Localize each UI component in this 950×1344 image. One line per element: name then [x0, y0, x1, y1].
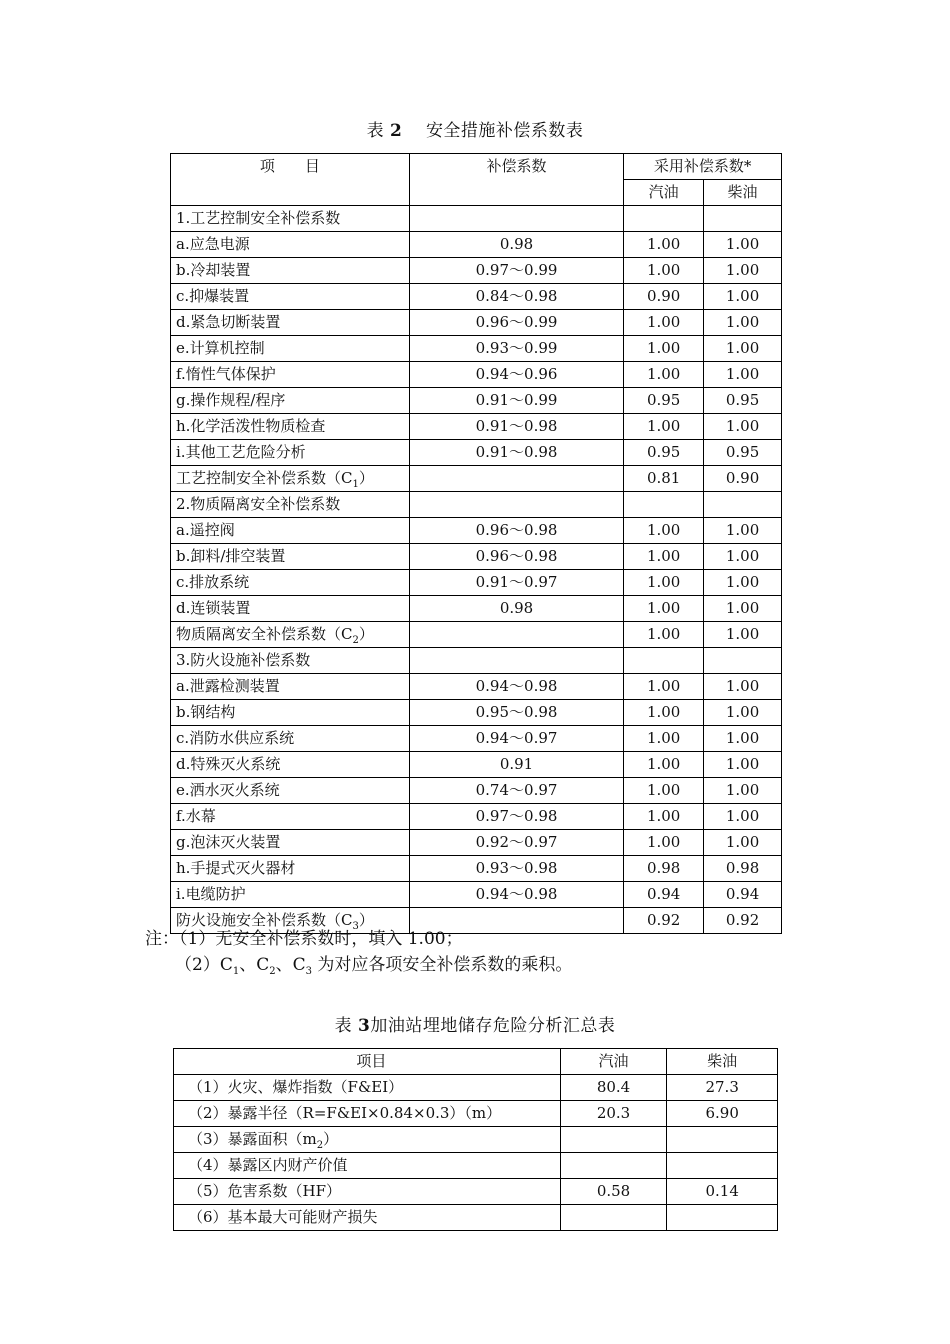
gasoline-cell: 20.3 [560, 1101, 667, 1127]
item-cell [171, 284, 410, 310]
item-subscript: 2 [352, 635, 359, 646]
diesel-cell: 1.00 [704, 544, 782, 570]
note2-sep1: 、C [239, 955, 270, 975]
gasoline-cell [624, 492, 704, 518]
coef-cell: 0.97～0.99 [409, 258, 623, 284]
item-cell [171, 310, 410, 336]
item-cell [171, 882, 410, 908]
coef-cell: 0.97～0.98 [409, 804, 623, 830]
gasoline-cell: 1.00 [624, 778, 704, 804]
coef-cell: 0.93～0.99 [409, 336, 623, 362]
table-row [171, 830, 782, 856]
gasoline-cell: 0.81 [624, 466, 704, 492]
gasoline-cell: 0.92 [624, 908, 704, 934]
item-cell [171, 232, 410, 258]
item-cell [171, 492, 410, 518]
diesel-cell: 1.00 [704, 362, 782, 388]
header-diesel: 柴油 [667, 1049, 778, 1075]
note-2 [175, 950, 572, 975]
note2-rest: 为对应各项安全补偿系数的乘积。 [311, 955, 573, 975]
header-gasoline: 汽油 [560, 1049, 667, 1075]
table-row [174, 1127, 778, 1153]
table-row [171, 518, 782, 544]
table-row [171, 726, 782, 752]
gasoline-cell: 1.00 [624, 830, 704, 856]
gasoline-cell [624, 648, 704, 674]
gasoline-cell: 80.4 [560, 1075, 667, 1101]
table-row [174, 1075, 778, 1101]
item-label: （3）暴露面积（m [188, 1130, 317, 1148]
table-row [171, 206, 782, 232]
item-cell [171, 258, 410, 284]
table-row [171, 284, 782, 310]
diesel-cell [667, 1153, 778, 1179]
item-label: 1.工艺控制安全补偿系数 [176, 209, 341, 227]
item-label: c.排放系统 [176, 573, 250, 591]
gasoline-cell: 1.00 [624, 414, 704, 440]
table-row [171, 362, 782, 388]
coef-cell [409, 492, 623, 518]
table-row [174, 1179, 778, 1205]
table-header-row [174, 1049, 778, 1075]
table-row [171, 336, 782, 362]
table-row [171, 544, 782, 570]
item-label: b.冷却装置 [176, 261, 251, 279]
diesel-cell: 1.00 [704, 726, 782, 752]
gasoline-cell: 0.98 [624, 856, 704, 882]
diesel-cell [667, 1205, 778, 1231]
item-cell [171, 570, 410, 596]
item-subscript: 1 [352, 479, 359, 490]
diesel-cell: 1.00 [704, 518, 782, 544]
coef-cell: 0.94～0.96 [409, 362, 623, 388]
diesel-cell: 0.90 [704, 466, 782, 492]
gasoline-cell: 1.00 [624, 700, 704, 726]
diesel-cell: 0.95 [704, 440, 782, 466]
gasoline-cell [560, 1127, 667, 1153]
diesel-cell [704, 648, 782, 674]
diesel-cell: 1.00 [704, 232, 782, 258]
coef-cell: 0.95～0.98 [409, 700, 623, 726]
gasoline-cell: 1.00 [624, 258, 704, 284]
item-cell [171, 700, 410, 726]
item-label: a.遥控阀 [176, 521, 235, 539]
table-row [171, 778, 782, 804]
item-cell [174, 1179, 561, 1205]
risk-analysis-summary-table [173, 1048, 778, 1231]
coef-cell [409, 648, 623, 674]
table2-title-number: 2 [389, 121, 403, 141]
item-label: （5）危害系数（HF） [188, 1182, 342, 1200]
item-label: g.泡沫灭火装置 [176, 833, 281, 851]
item-cell [171, 856, 410, 882]
table-row [171, 570, 782, 596]
item-cell [174, 1101, 561, 1127]
table3-title [0, 1011, 950, 1036]
item-label: 物质隔离安全补偿系数（C [176, 625, 353, 643]
item-label: h.化学活泼性物质检查 [176, 417, 326, 435]
table-header-row [171, 154, 782, 180]
diesel-cell: 1.00 [704, 700, 782, 726]
table-row [171, 596, 782, 622]
table-row [171, 310, 782, 336]
diesel-cell: 0.92 [704, 908, 782, 934]
item-label: h.手提式灭火器材 [176, 859, 296, 877]
header-diesel: 柴油 [704, 180, 782, 206]
table-row [171, 856, 782, 882]
diesel-cell: 1.00 [704, 596, 782, 622]
table-row [171, 622, 782, 648]
item-cell [171, 752, 410, 778]
table-row [171, 674, 782, 700]
table2-title [0, 116, 950, 141]
item-close-paren: ） [358, 469, 374, 487]
item-label: d.特殊灭火系统 [176, 755, 281, 773]
item-cell [171, 830, 410, 856]
item-cell [171, 544, 410, 570]
table-row [174, 1101, 778, 1127]
item-label: b.卸料/排空装置 [176, 547, 286, 565]
table-row [171, 752, 782, 778]
table-row [171, 258, 782, 284]
item-label: 工艺控制安全补偿系数（C [176, 469, 353, 487]
table-row [171, 492, 782, 518]
header-gasoline: 汽油 [624, 180, 704, 206]
diesel-cell: 1.00 [704, 830, 782, 856]
item-label: （6）基本最大可能财产损失 [188, 1208, 378, 1226]
item-close-paren: ） [323, 1130, 339, 1148]
diesel-cell [704, 492, 782, 518]
diesel-cell: 1.00 [704, 804, 782, 830]
coef-cell: 0.84～0.98 [409, 284, 623, 310]
gasoline-cell: 1.00 [624, 622, 704, 648]
gasoline-cell: 1.00 [624, 232, 704, 258]
item-cell [171, 804, 410, 830]
table-row [171, 232, 782, 258]
table-row [171, 440, 782, 466]
gasoline-cell: 1.00 [624, 336, 704, 362]
coef-cell: 0.98 [409, 232, 623, 258]
diesel-cell: 27.3 [667, 1075, 778, 1101]
gasoline-cell [624, 206, 704, 232]
table-row [171, 700, 782, 726]
item-label: d.连锁装置 [176, 599, 251, 617]
item-label: f.水幕 [176, 807, 216, 825]
table-row [171, 414, 782, 440]
header-adopted: 采用补偿系数* [624, 154, 782, 180]
gasoline-cell: 1.00 [624, 310, 704, 336]
item-label: i.电缆防护 [176, 885, 246, 903]
item-cell [171, 778, 410, 804]
diesel-cell: 1.00 [704, 622, 782, 648]
gasoline-cell: 1.00 [624, 726, 704, 752]
item-cell [171, 596, 410, 622]
item-label: （1）火灾、爆炸指数（F&EI） [188, 1078, 404, 1096]
gasoline-cell: 1.00 [624, 752, 704, 778]
coef-cell: 0.93～0.98 [409, 856, 623, 882]
item-label: 2.物质隔离安全补偿系数 [176, 495, 341, 513]
item-cell [171, 388, 410, 414]
item-label: a.泄露检测装置 [176, 677, 280, 695]
item-label: e.洒水灭火系统 [176, 781, 280, 799]
item-label: i.其他工艺危险分析 [176, 443, 306, 461]
item-cell [171, 440, 410, 466]
table3-title-number: 3 [358, 1016, 371, 1036]
note2-sub2: 2 [269, 966, 276, 977]
coef-cell: 0.94～0.98 [409, 882, 623, 908]
header-item: 项目 [174, 1049, 561, 1075]
coef-cell: 0.92～0.97 [409, 830, 623, 856]
coef-cell: 0.96～0.99 [409, 310, 623, 336]
note2-prefix: （2）C [175, 955, 233, 975]
diesel-cell: 0.94 [704, 882, 782, 908]
header-item: 项 目 [171, 154, 410, 206]
gasoline-cell: 1.00 [624, 596, 704, 622]
header-coef: 补偿系数 [409, 154, 623, 206]
gasoline-cell: 1.00 [624, 674, 704, 700]
item-label: e.计算机控制 [176, 339, 265, 357]
gasoline-cell: 0.95 [624, 388, 704, 414]
table-row [171, 882, 782, 908]
item-cell [171, 466, 410, 492]
diesel-cell: 1.00 [704, 310, 782, 336]
item-label: 防火设施安全补偿系数（C [176, 911, 353, 929]
item-cell [174, 1153, 561, 1179]
gasoline-cell [560, 1205, 667, 1231]
diesel-cell: 1.00 [704, 674, 782, 700]
coef-cell [409, 206, 623, 232]
diesel-cell: 1.00 [704, 570, 782, 596]
diesel-cell: 1.00 [704, 414, 782, 440]
diesel-cell: 1.00 [704, 284, 782, 310]
item-cell [171, 648, 410, 674]
table-row [171, 388, 782, 414]
item-subscript: 3 [352, 921, 359, 932]
note2-sub1: 1 [232, 966, 240, 977]
item-label: g.操作规程/程序 [176, 391, 286, 409]
coef-cell: 0.91 [409, 752, 623, 778]
item-cell [174, 1075, 561, 1101]
table3-title-prefix: 表 [334, 1016, 353, 1036]
item-cell [171, 622, 410, 648]
item-cell [174, 1127, 561, 1153]
gasoline-cell: 0.58 [560, 1179, 667, 1205]
item-label: 3.防火设施补偿系数 [176, 651, 311, 669]
item-subscript: 2 [316, 1140, 324, 1151]
table2-title-prefix: 表 [366, 121, 385, 141]
table-row [174, 1153, 778, 1179]
table-row [174, 1205, 778, 1231]
note2-sub3: 3 [305, 966, 312, 977]
gasoline-cell: 1.00 [624, 362, 704, 388]
item-cell [174, 1205, 561, 1231]
coef-cell: 0.96～0.98 [409, 544, 623, 570]
table3-title-text: 加油站埋地储存危险分析汇总表 [370, 1016, 616, 1036]
coef-cell: 0.91～0.98 [409, 414, 623, 440]
coef-cell: 0.74～0.97 [409, 778, 623, 804]
table2-title-text: 安全措施补偿系数表 [425, 121, 584, 141]
note2-sep2: 、C [275, 955, 306, 975]
item-cell [171, 674, 410, 700]
item-cell [171, 336, 410, 362]
item-label: b.钢结构 [176, 703, 236, 721]
item-cell [171, 414, 410, 440]
item-close-paren: ） [358, 911, 374, 929]
note-1: 注：（1）无安全补偿系数时，填入 1.00； [145, 929, 463, 949]
gasoline-cell: 0.95 [624, 440, 704, 466]
coef-cell: 0.94～0.97 [409, 726, 623, 752]
gasoline-cell: 1.00 [624, 804, 704, 830]
diesel-cell: 0.98 [704, 856, 782, 882]
item-cell [171, 362, 410, 388]
diesel-cell: 1.00 [704, 336, 782, 362]
item-label: d.紧急切断装置 [176, 313, 281, 331]
gasoline-cell: 1.00 [624, 570, 704, 596]
gasoline-cell [560, 1153, 667, 1179]
item-label: a.应急电源 [176, 235, 250, 253]
safety-compensation-table [170, 153, 782, 934]
gasoline-cell: 0.90 [624, 284, 704, 310]
diesel-cell: 6.90 [667, 1101, 778, 1127]
diesel-cell [704, 206, 782, 232]
diesel-cell: 0.14 [667, 1179, 778, 1205]
item-label: c.消防水供应系统 [176, 729, 295, 747]
diesel-cell: 0.95 [704, 388, 782, 414]
gasoline-cell: 0.94 [624, 882, 704, 908]
item-label: c.抑爆装置 [176, 287, 250, 305]
item-cell [171, 206, 410, 232]
item-label: （4）暴露区内财产价值 [188, 1156, 348, 1174]
diesel-cell: 1.00 [704, 778, 782, 804]
table-row [171, 648, 782, 674]
table-row [171, 804, 782, 830]
diesel-cell [667, 1127, 778, 1153]
gasoline-cell: 1.00 [624, 544, 704, 570]
diesel-cell: 1.00 [704, 752, 782, 778]
item-label: f.惰性气体保护 [176, 365, 276, 383]
item-close-paren: ） [358, 625, 374, 643]
diesel-cell: 1.00 [704, 258, 782, 284]
coef-cell: 0.96～0.98 [409, 518, 623, 544]
coef-cell: 0.91～0.97 [409, 570, 623, 596]
item-label: （2）暴露半径（R=F&EI×0.84×0.3）（m） [188, 1104, 502, 1122]
gasoline-cell: 1.00 [624, 518, 704, 544]
item-cell [171, 726, 410, 752]
item-cell [171, 518, 410, 544]
coef-cell: 0.98 [409, 596, 623, 622]
coef-cell [409, 622, 623, 648]
coef-cell: 0.91～0.98 [409, 440, 623, 466]
coef-cell: 0.91～0.99 [409, 388, 623, 414]
coef-cell: 0.94～0.98 [409, 674, 623, 700]
coef-cell [409, 466, 623, 492]
table-row [171, 466, 782, 492]
